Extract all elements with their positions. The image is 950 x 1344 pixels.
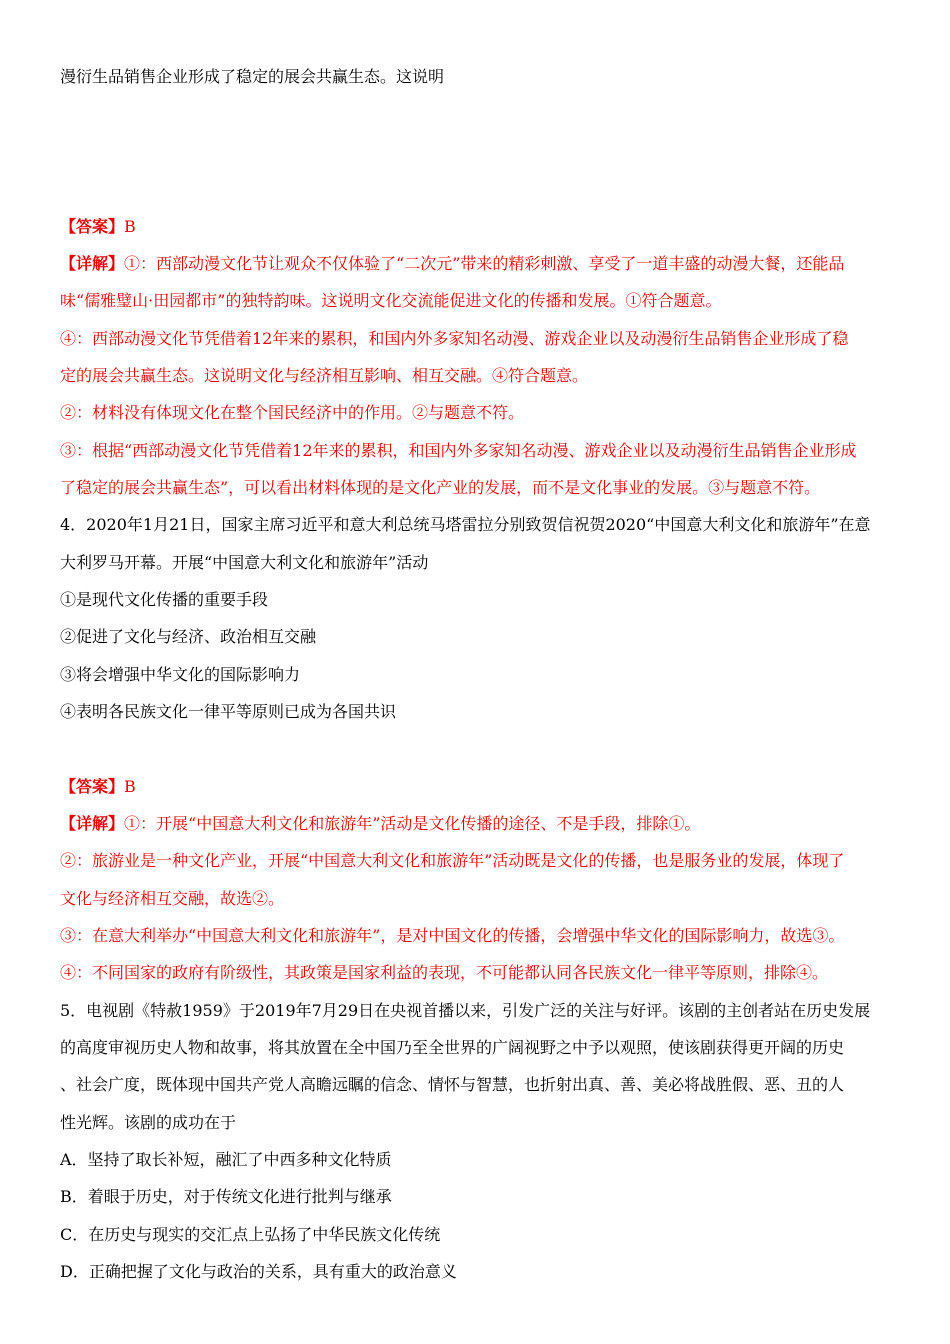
question-4-statement-2: ②促进了文化与经济、政治相互交融 [60, 627, 317, 646]
detail-3-line-2: 味“儒雅璧山·田园都市”的独特韵味。这说明文化交流能促进文化的传播和发展。①符合题意。 [60, 291, 722, 310]
detail-3-line-3: ④：西部动漫文化节凭借着12年来的累积，和国内外多家知名动漫、游戏企业以及动漫衍生品销售企业形成了稳 [60, 329, 849, 348]
detail-4-line-2: ②：旅游业是一种文化产业，开展“中国意大利文化和旅游年”活动既是文化的传播，也是服务业的发展，体现了 [60, 851, 845, 870]
question-4-stem-2: 大利罗马开幕。开展“中国意大利文化和旅游年”活动 [60, 553, 429, 572]
question-5-stem-4: 性光辉。该剧的成功在于 [60, 1113, 237, 1132]
answer-4 [60, 777, 900, 797]
question-4-statement-3: ③将会增强中华文化的国际影响力 [60, 665, 301, 684]
question-3-stem-end: 漫衍生品销售企业形成了稳定的展会共赢生态。这说明 [60, 67, 445, 86]
question-5-option-c: C．在历史与现实的交汇点上弘扬了中华民族文化传统 [60, 1225, 441, 1244]
question-5-option-a: A．坚持了取长补短，融汇了中西多种文化特质 [60, 1150, 392, 1169]
question-4-statement-4: ④表明各民族文化一律平等原则已成为各国共识 [60, 702, 397, 721]
answer-3 [60, 217, 900, 237]
answer-value: B [124, 217, 136, 236]
question-5-stem-3: 、社会广度，既体现中国共产党人高瞻远瞩的信念、情怀与智慧，也折射出真、善、美必将战胜假、恶、丑的人 [60, 1075, 845, 1094]
question-4-stem-1: 4．2020年1月21日，国家主席习近平和意大利总统马塔雷拉分别致贺信祝贺2020“中国意大利文化和旅游年”在意 [60, 515, 871, 534]
question-4-statement-1: ①是现代文化传播的重要手段 [60, 590, 269, 609]
detail-label: 【详解】 [60, 814, 125, 833]
detail-4-line-3: 文化与经济相互交融，故选②。 [60, 889, 285, 908]
answer-label: 【答案】 [60, 777, 125, 796]
question-5-stem-1: 5．电视剧《特赦1959》于2019年7月29日在央视首播以来，引发广泛的关注与好评。该剧的主创者站在历史发展 [60, 1001, 871, 1020]
question-5-option-d: D．正确把握了文化与政治的关系，具有重大的政治意义 [60, 1262, 457, 1281]
detail-3-line-5: ②：材料没有体现文化在整个国民经济中的作用。②与题意不符。 [60, 403, 525, 422]
question-5-option-b: B．着眼于历史，对于传统文化进行批判与继承 [60, 1187, 392, 1206]
answer-label: 【答案】 [60, 217, 125, 236]
detail-3-line-4: 定的展会共赢生态。这说明文化与经济相互影响、相互交融。④符合题意。 [60, 366, 589, 385]
detail-3-line-6: ③：根据“西部动漫文化节凭借着12年来的累积，和国内外多家知名动漫、游戏企业以及动漫衍生品销售企业形成 [60, 441, 857, 460]
detail-text: ①：开展“中国意大利文化和旅游年”活动是文化传播的途径、不是手段，排除①。 [124, 814, 701, 833]
detail-4-line-5: ④：不同国家的政府有阶级性，其政策是国家利益的表现，不可能都认同各民族文化一律平等原则，排除④。 [60, 963, 829, 982]
detail-4-line-1 [60, 814, 900, 834]
detail-3-line-1 [60, 254, 900, 274]
detail-label: 【详解】 [60, 254, 125, 273]
detail-3-line-7: 了稳定的展会共赢生态”，可以看出材料体现的是文化产业的发展，而不是文化事业的发展。③与题意不符。 [60, 478, 821, 497]
question-5-stem-2: 的高度审视历史人物和故事，将其放置在全中国乃至全世界的广阔视野之中予以观照，使该剧获得更开阔的历史 [60, 1038, 845, 1057]
detail-text: ①：西部动漫文化节让观众不仅体验了“二次元”带来的精彩刺激、享受了一道丰盛的动漫大餐，还能品 [124, 254, 845, 273]
answer-value: B [124, 777, 136, 796]
detail-4-line-4: ③：在意大利举办“中国意大利文化和旅游年”，是对中国文化的传播，会增强中华文化的国际影响力，故选③。 [60, 926, 845, 945]
